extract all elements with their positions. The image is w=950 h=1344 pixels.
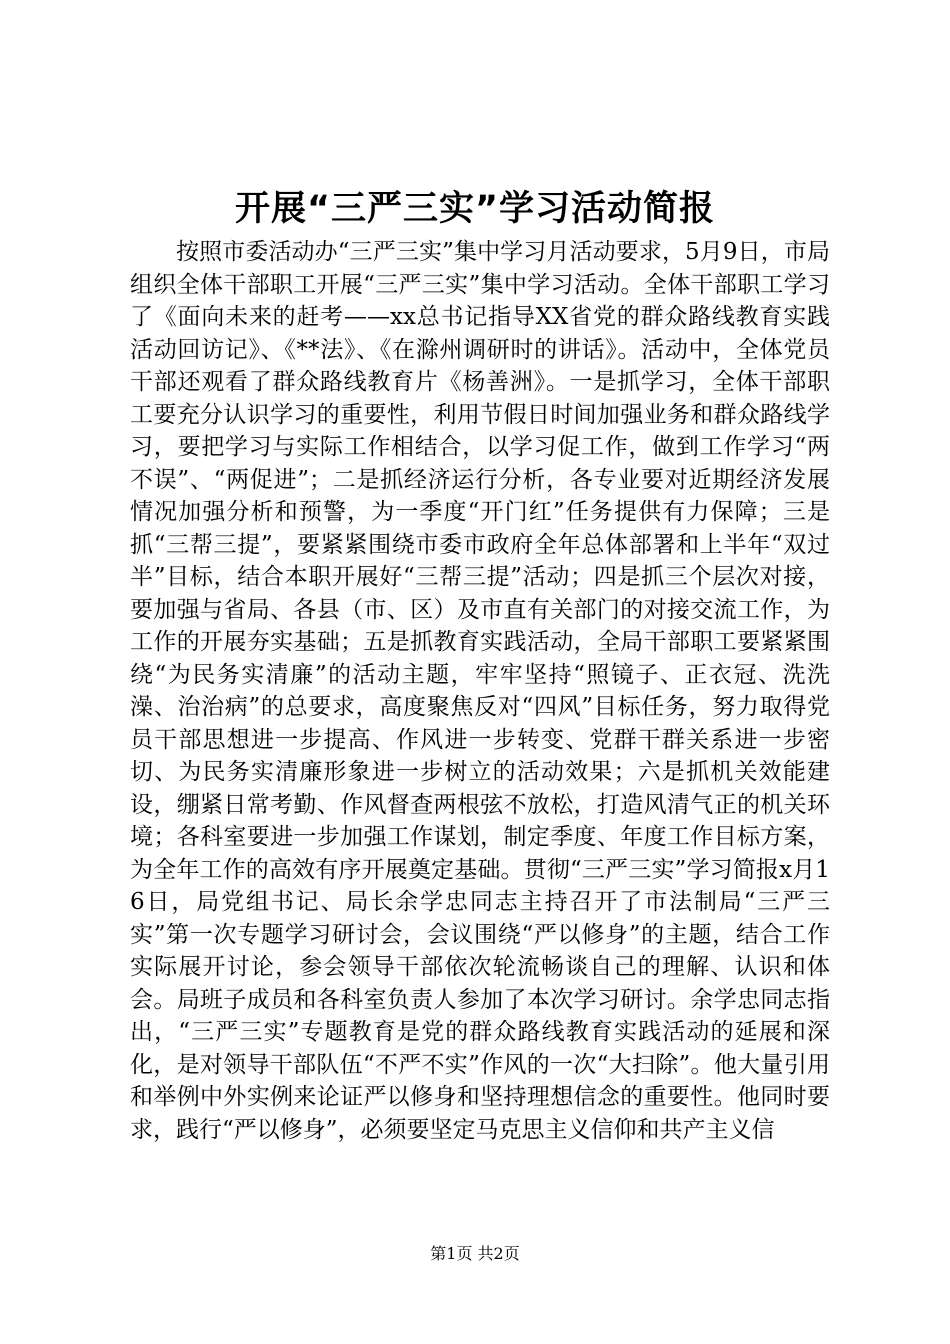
document-body-paragraph: 按照市委活动办“三严三实”集中学习月活动要求，5月9日，市局组织全体干部职工开展“三严三实”集中学习活动。全体干部职工学习了《面向未来的赶考——xx总书记指导XX省党的群众路线教育实践活动回访记》、《**法》、《在滁州调研时的讲话》。活动中，全体党员干部还观看了群众路线教育片《杨善洲》。一是抓学习，全体干部职工要充分认识学习的重要性，利用节假日时间加强业务和群众路线学习，要把学习与实际工作相结合，以学习促工作，做到工作学习“两不误”、“两促进”；二是抓经济运行分析，各专业要对近期经济发展情况加强分析和预警，为一季度“开门红”任务提供有力保障；三是抓“三帮三提”，要紧紧围绕市委市政府全年总体部署和上半年“双过半”目标，结合本职开展好“三帮三提”活动；四是抓三个层次对接，要加强与省局、各县（市、区）及市直有关部门的对接交流工作，为工作的开展夯实基础；五是抓教育实践活动，全局干部职工要紧紧围绕“为民务实清廉”的活动主题，牢牢坚持“照镜子、正衣冠、洗洗澡、治治病”的总要求，高度聚焦反对“四风”目标任务，努力取得党员干部思想进一步提高、作风进一步转变、党群干群关系进一步密切、为民务实清廉形象进一步树立的活动效果；六是抓机关效能建设，绷紧日常考勤、作风督查两根弦不放松，打造风清气正的机关环境；各科室要进一步加强工作谋划，制定季度、年度工作目标方案，为全年工作的高效有序开展奠定基础。贯彻“三严三实”学习简报x月16日，局党组书记、局长余学忠同志主持召开了市法制局“三严三实”第一次专题学习研讨会，会议围绕“严以修身”的主题，结合工作实际展开讨论，参会领导干部依次轮流畅谈自己的理解、认识和体会。局班子成员和各科室负责人参加了本次学习研讨。余学忠同志指出，“三严三实”专题教育是党的群众路线教育实践活动的延展和深化，是对领导干部队伍“不严不实”作风的一次“大扫除”。他大量引用和举例中外实例来论证严以修身和坚持理想信念的重要性。他同时要求，践行“严以修身”，必须要坚定马克思主义信仰和共产主义信: [130, 239, 830, 1143]
document-title: 开展“三严三实”学习活动简报: [234, 189, 715, 229]
page-number-footer: 第1页 共2页: [430, 1244, 520, 1263]
